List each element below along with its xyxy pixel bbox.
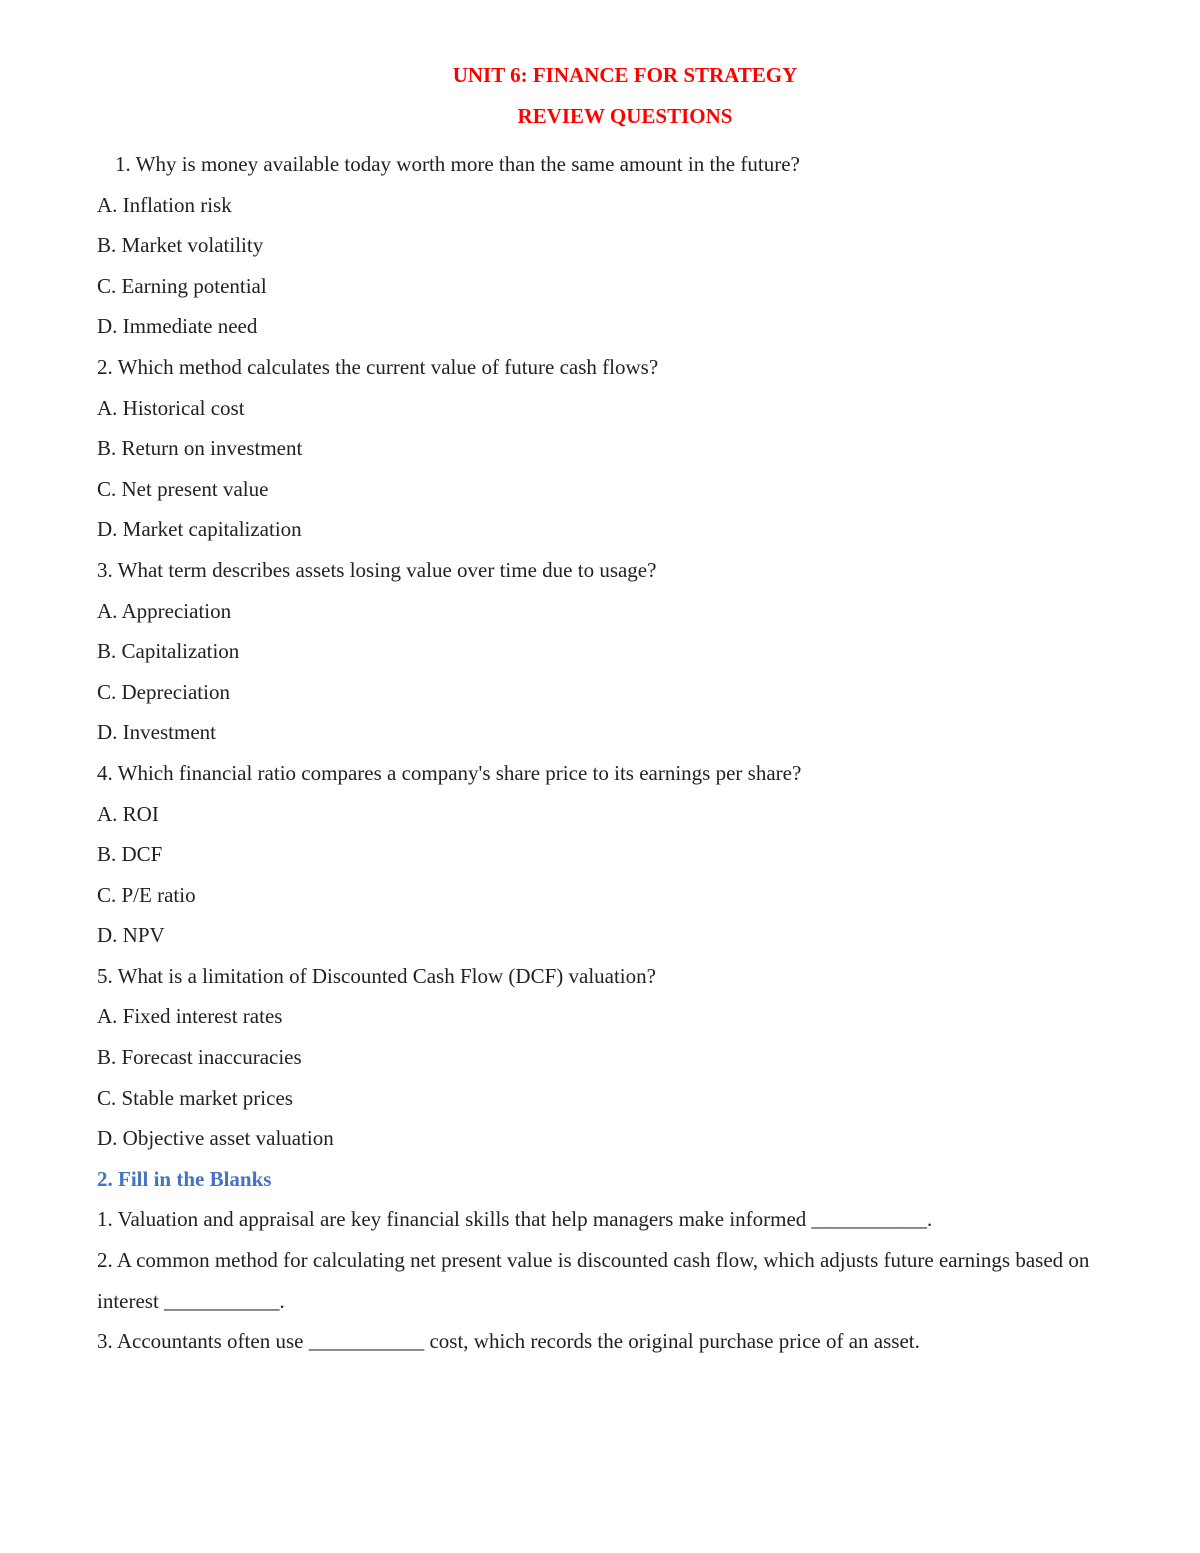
q5-option-a: A. Fixed interest rates: [97, 1004, 283, 1029]
document-body: [97, 144, 1137, 1362]
q2-option-d: D. Market capitalization: [97, 517, 302, 542]
q1-option-c: C. Earning potential: [97, 273, 267, 298]
q1-option-a: A. Inflation risk: [97, 192, 232, 217]
q3-option-d: D. Investment: [97, 720, 216, 745]
q1-option-b: B. Market volatility: [97, 233, 264, 258]
fill-in-heading: 2. Fill in the Blanks: [97, 1166, 272, 1191]
q1-option-d: D. Immediate need: [97, 314, 258, 339]
question-1: 1. Why is money available today worth more than the same amount in the future?: [115, 152, 800, 176]
question-5: 5. What is a limitation of Discounted Cash Flow (DCF) valuation?: [97, 963, 656, 988]
q4-option-c: C. P/E ratio: [97, 882, 196, 907]
q4-option-a: A. ROI: [97, 801, 159, 826]
fill-in-item-2: 2. A common method for calculating net present value is discounted cash flow, which adjusts future earnings based on interest ___________.: [97, 1248, 1090, 1313]
fill-in-item-1: 1. Valuation and appraisal are key financial skills that help managers make informed ___________.: [97, 1207, 933, 1232]
q4-option-b: B. DCF: [97, 842, 163, 867]
question-2: 2. Which method calculates the current value of future cash flows?: [97, 354, 659, 379]
page-subtitle: REVIEW QUESTIONS: [517, 104, 733, 128]
q4-option-d: D. NPV: [97, 923, 165, 948]
q5-option-b: B. Forecast inaccuracies: [97, 1045, 302, 1070]
page-title: UNIT 6: FINANCE FOR STRATEGY: [452, 63, 798, 87]
q5-option-c: C. Stable market prices: [97, 1085, 293, 1110]
q2-option-a: A. Historical cost: [97, 395, 245, 420]
q2-option-b: B. Return on investment: [97, 436, 303, 461]
q3-option-c: C. Depreciation: [97, 679, 230, 704]
q3-option-a: A. Appreciation: [97, 598, 232, 623]
q3-option-b: B. Capitalization: [97, 639, 240, 664]
q5-option-d: D. Objective asset valuation: [97, 1126, 334, 1151]
question-3: 3. What term describes assets losing value over time due to usage?: [97, 557, 657, 582]
fill-in-item-3: 3. Accountants often use ___________ cost, which records the original purchase price of an asset.: [97, 1329, 920, 1354]
question-4: 4. Which financial ratio compares a company's share price to its earnings per share?: [97, 760, 802, 785]
q2-option-c: C. Net present value: [97, 476, 269, 501]
